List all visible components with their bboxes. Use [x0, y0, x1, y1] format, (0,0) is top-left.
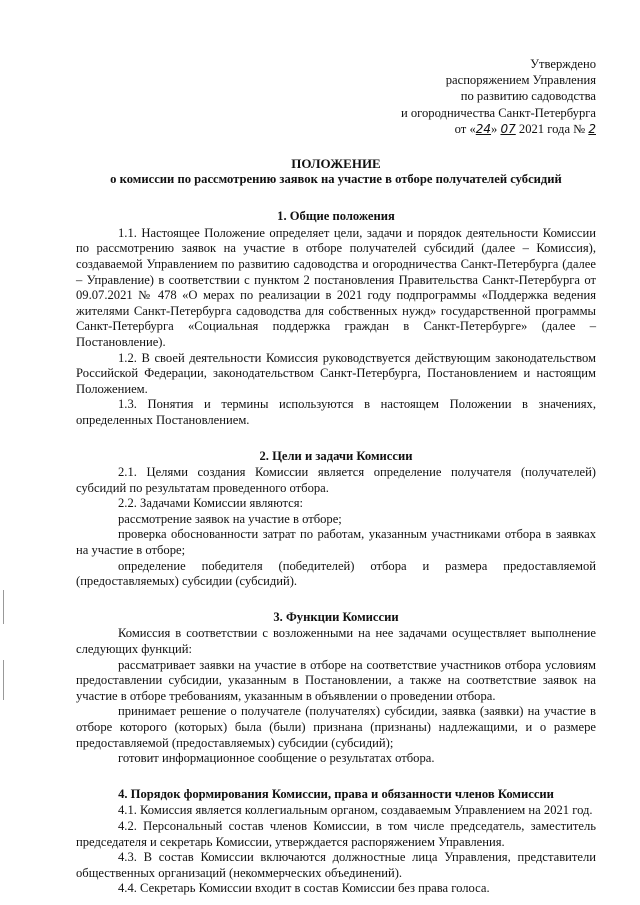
date-suffix: 2021 года №	[515, 121, 589, 136]
scan-edge-mark	[3, 660, 4, 700]
paragraph: 4.2. Персональный состав членов Комиссии, в том числе председатель, заместитель председателя и секретарь Комиссии, утверждается распоряжением Управления.	[76, 818, 596, 849]
approval-date-line	[401, 121, 596, 137]
paragraph: 2.2. Задачами Комиссии являются:	[118, 496, 303, 511]
approval-line: и огородничества Санкт-Петербурга	[400, 105, 596, 120]
handwritten-number: 2	[588, 121, 596, 136]
paragraph: Комиссия в соответствии с возложенными на нее задачами осуществляет выполнение следующих функций:	[76, 626, 596, 657]
paragraph: 1.2. В своей деятельности Комиссия руководствуется действующим законодательством Российской Федерации, законодательством Санкт-Петербурга, Постановлением и настоящим Положением.	[76, 350, 596, 396]
document-title: ПОЛОЖЕНИЕ	[291, 156, 381, 171]
document-body	[76, 156, 596, 897]
paragraph: определение победителя (победителей) отбора и размера предоставляемой (предоставляемых) субсидии (субсидий).	[76, 558, 596, 589]
scan-edge-mark	[3, 590, 4, 624]
section-2	[76, 449, 596, 590]
paragraph: 2.1. Целями создания Комиссии является определение получателя (получателей) субсидий по результатам проведенного отбора.	[76, 465, 596, 495]
paragraph: 4.3. В состав Комиссии включаются должностные лица Управления, представители общественных организаций (некоммерческих объединений).	[76, 850, 596, 880]
date-prefix: от «	[454, 121, 476, 136]
paragraph: 4.4. Секретарь Комиссии входит в состав Комиссии без права голоса.	[118, 881, 490, 896]
paragraph: 4.1. Комиссия является коллегиальным органом, создаваемым Управлением на 2021 год.	[118, 803, 593, 818]
approval-block	[401, 56, 596, 137]
paragraph: проверка обоснованности затрат по работам, указанным участниками отбора в заявках на участие в отборе;	[76, 527, 596, 558]
section-heading: 3. Функции Комиссии	[273, 609, 399, 624]
section-3	[76, 610, 596, 767]
section-heading: 4. Порядок формирования Комиссии, права и обязанности членов Комиссии	[118, 786, 554, 801]
paragraph: 1.1. Настоящее Положение определяет цели, задачи и порядок деятельности Комиссии по рассмотрению заявок на участие в отборе получателей субсидий (далее – Комиссия), создаваемой Управлением по развитию садоводства и огородничества Санкт-Петербурга (далее – Управление) в соответствии с пунктом 2 постановления Правительства Санкт-Петербурга от 09.07.2021 № 478 «О мерах по реализации в 2021 году подпрограммы «Поддержка ведения жителями Санкт-Петербурга садоводства для собственных нужд» государственной программы Санкт-Петербурга «Социальная поддержка граждан в Санкт-Петербурге» (далее – Постановление).	[76, 225, 596, 349]
approval-line: Утверждено	[530, 57, 596, 71]
document-subtitle: о комиссии по рассмотрению заявок на участие в отборе получателей субсидий	[110, 171, 562, 186]
section-heading: 2. Цели и задачи Комиссии	[259, 448, 413, 463]
handwritten-month: 07	[500, 121, 516, 136]
approval-line: по развитию садоводства	[460, 89, 596, 104]
handwritten-day: 24	[475, 121, 492, 136]
section-heading: 1. Общие положения	[277, 209, 395, 224]
section-1	[76, 209, 596, 428]
date-mid: »	[491, 121, 501, 136]
section-4	[76, 787, 596, 897]
paragraph: 1.3. Понятия и термины используются в настоящем Положении в значениях, определенных Постановлением.	[76, 397, 596, 427]
paragraph: готовит информационное сообщение о результатах отбора.	[118, 751, 435, 766]
paragraph: принимает решение о получателе (получателях) субсидии, заявка (заявки) на участие в отборе которого (которых) была (были) признана (признаны) надлежащими, и о размере предоставляемой (предоставляемых) субсидии (субсидий);	[76, 704, 596, 750]
paragraph: рассмотрение заявок на участие в отборе;	[118, 511, 342, 526]
paragraph: рассматривает заявки на участие в отборе на соответствие участников отбора условиям предоставлении субсидии, указанным в Постановлении, а также на соответствие заявок на участие в отборе требованиям, указанным в объявлении о проведении отбора.	[76, 657, 596, 703]
approval-line: распоряжением Управления	[445, 73, 596, 88]
